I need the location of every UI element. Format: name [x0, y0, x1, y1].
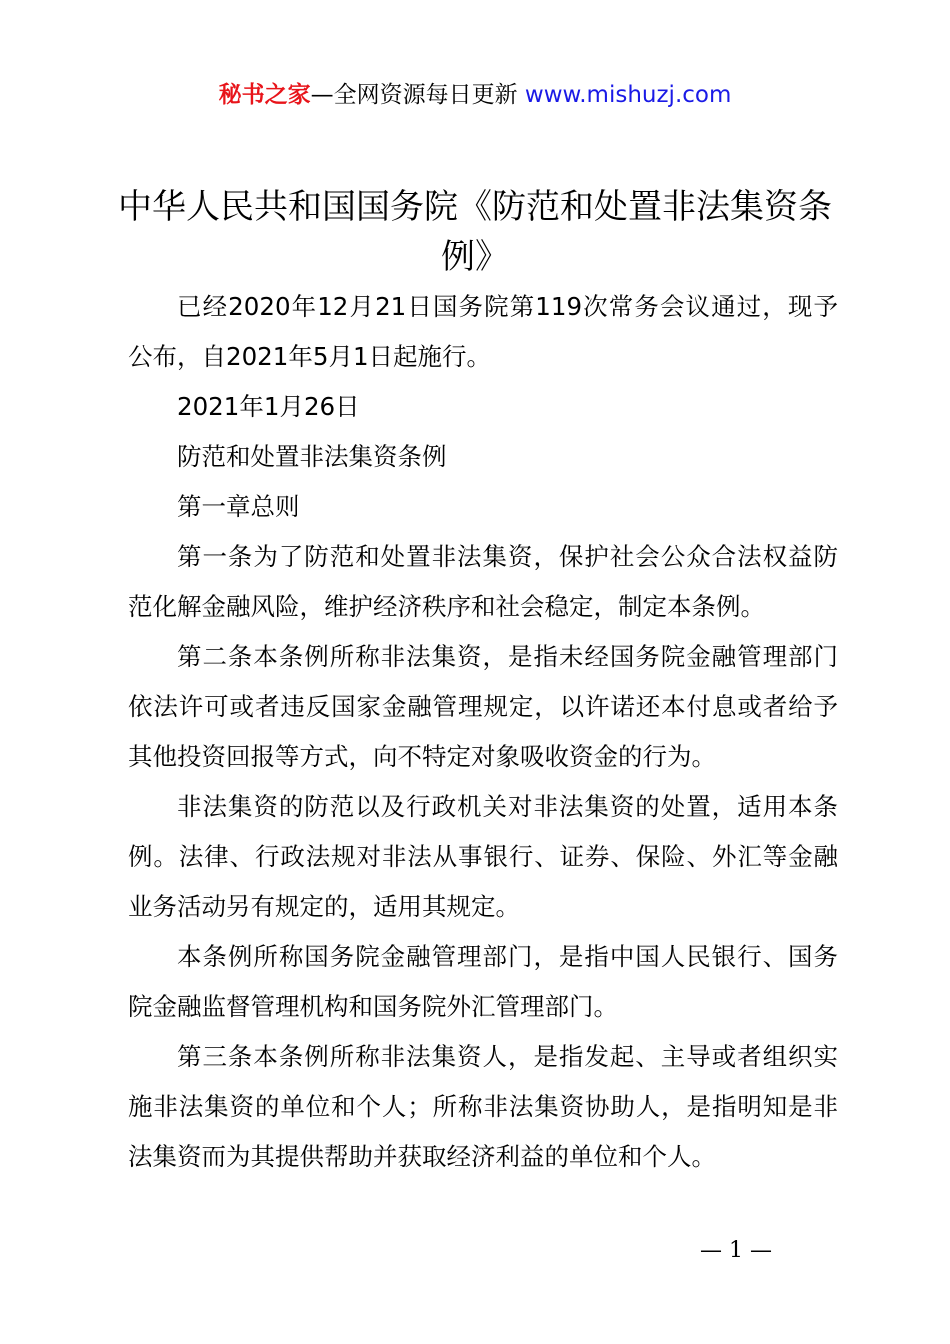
paragraph-article-2: 第二条本条例所称非法集资，是指未经国务院金融管理部门依法许可或者违反国家金融管理规定，以许诺还本付息或者给予其他投资回报等方式，向不特定对象吸收资金的行为。: [128, 642, 838, 771]
site-url-link[interactable]: www.mishuzj.com: [524, 82, 732, 108]
paragraph-article-3: 第三条本条例所称非法集资人，是指发起、主导或者组织实施非法集资的单位和个人；所称非法集资协助人，是指明知是非法集资而为其提供帮助并获取经济利益的单位和个人。: [128, 1042, 838, 1171]
page-number: — 1 —: [700, 1238, 772, 1263]
site-tagline: —全网资源每日更新: [310, 82, 525, 108]
paragraph-regulation-name: 防范和处置非法集资条例: [177, 442, 447, 471]
site-header: [0, 78, 950, 112]
document-body: [128, 282, 838, 1182]
paragraph-article-1: 第一条为了防范和处置非法集资，保护社会公众合法权益防范化解金融风险，维护经济秩序和社会稳定，制定本条例。: [128, 542, 838, 621]
paragraph-article-2-scope: 非法集资的防范以及行政机关对非法集资的处置，适用本条例。法律、行政法规对非法从事银行、证券、保险、外汇等金融业务活动另有规定的，适用其规定。: [128, 792, 838, 921]
paragraph-promulgation: 已经2020年12月21日国务院第119次常务会议通过，现予公布，自2021年5月1日起施行。: [128, 292, 838, 371]
paragraph-date: 2021年1月26日: [177, 392, 360, 421]
site-brand: 秘书之家: [218, 82, 311, 108]
paragraph-article-2-definition: 本条例所称国务院金融管理部门，是指中国人民银行、国务院金融监督管理机构和国务院外汇管理部门。: [128, 942, 838, 1021]
paragraph-chapter-heading: 第一章总则: [177, 492, 300, 521]
document-title: 中华人民共和国国务院《防范和处置非法集资条例》: [118, 187, 832, 277]
